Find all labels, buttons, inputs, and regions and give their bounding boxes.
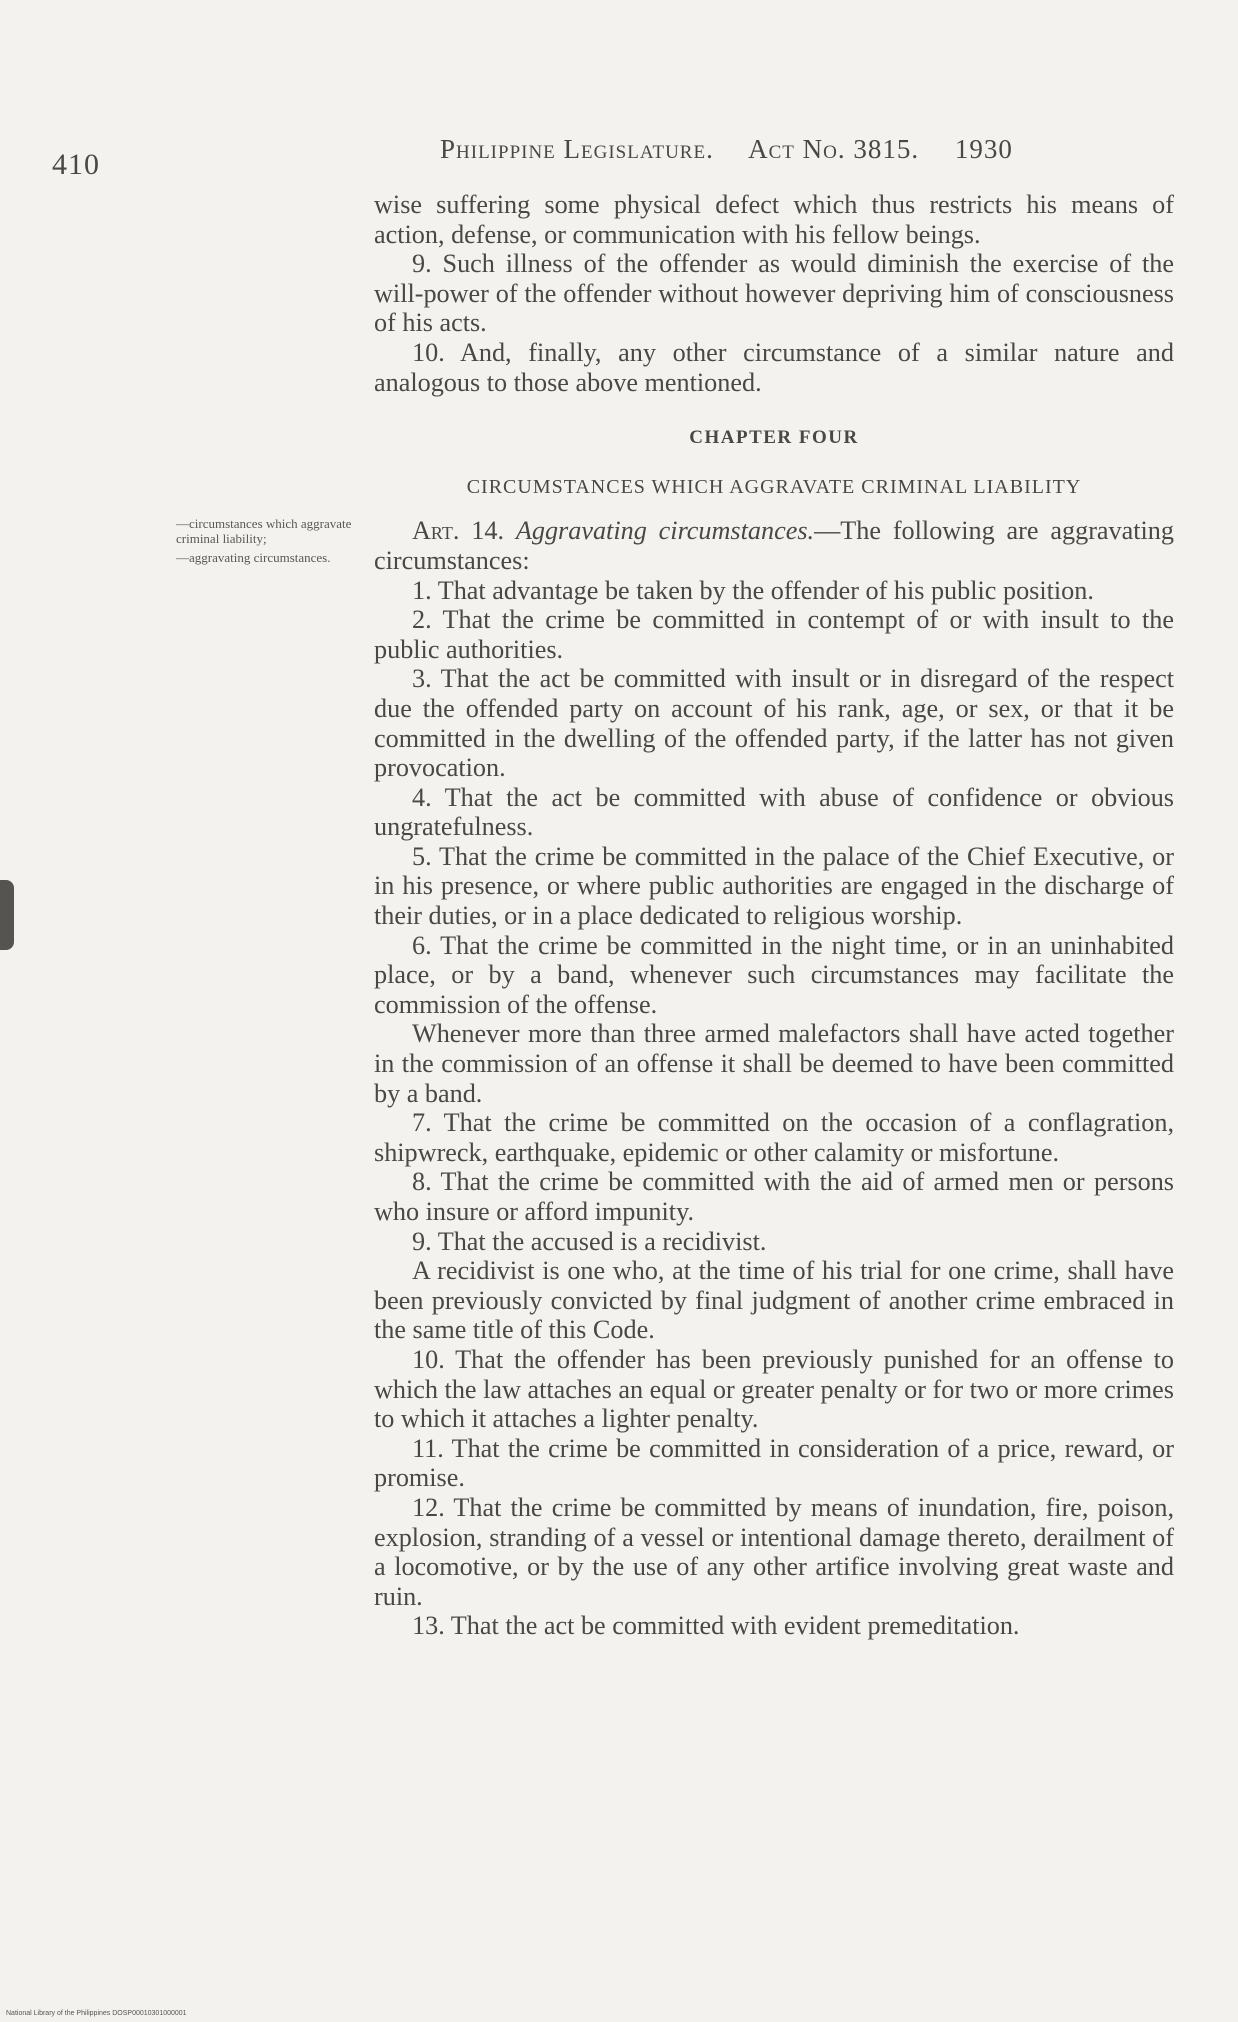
running-head-year: 1930 [954,134,1013,164]
article-heading-paragraph [374,516,1174,575]
paragraph: 5. That the crime be committed in the palace of the Chief Executive, or in his presence, or where public authorities are engaged in the discharge of their duties, or in a place dedicated to religious worship. [374,841,1174,931]
paragraph: 3. That the act be committed with insult or in disregard of the respect due the offended party on account of his rank, age, or sex, or that it be committed in the dwelling of the offended party, if the latter has not given provocation. [374,664,1174,783]
article-heading: Aggravating circumstances. [515,516,815,546]
chapter-title: CHAPTER FOUR [689,427,859,449]
paragraph: Whenever more than three armed malefactors shall have acted together in the commission of an offense it shall be deemed to have been committed by a band. [374,1019,1174,1108]
page-edge-shadow [0,880,14,950]
article-intro: —The following are aggravating circumstances: [374,516,1174,575]
margin-notes [176,516,376,569]
paragraph: 8. That the crime be committed with the aid of armed men or persons who insure or afford impunity. [374,1167,1174,1226]
paragraph: 7. That the crime be committed on the occasion of a conflagration, shipwreck, earthquake, epidemic or other calamity or misfortune. [374,1108,1174,1167]
paragraph: 10. That the offender has been previously punished for an offense to which the law attaches an equal or greater penalty or for two or more crimes to which it attaches a lighter penalty. [374,1344,1174,1434]
main-text [374,190,1174,1641]
margin-note: —aggravating circumstances. [176,550,331,565]
paragraph: 1. That advantage be taken by the offender of his public position. [412,575,1094,605]
paragraph: 6. That the crime be committed in the night time, or in an uninhabited place, or by a band, whenever such circumstances may facilitate the commission of the offense. [374,930,1174,1019]
paragraph: 11. That the crime be committed in consideration of a price, reward, or promise. [374,1433,1174,1493]
running-head-publication: Philippine Legislature. [440,134,714,164]
margin-note: —circumstances which aggravate criminal liability; [176,516,352,546]
paragraph: 4. That the act be committed with abuse of confidence or obvious ungratefulness. [374,782,1174,842]
paragraph: 13. That the act be committed with evident premeditation. [412,1611,1020,1641]
paragraph: 10. And, finally, any other circumstance of a similar nature and analogous to those above mentioned. [374,337,1174,397]
paragraph: 9. Such illness of the offender as would diminish the exercise of the will-power of the offender without however depriving him of consciousness of his acts. [374,249,1174,338]
paragraph: 2. That the crime be committed in contempt of or with insult to the public authorities. [374,605,1174,664]
paragraph: A recidivist is one who, at the time of his trial for one crime, shall have been previously convicted by final judgment of another crime embraced in the same title of this Code. [374,1256,1174,1345]
archive-footer: National Library of the Philippines DOSP00010301000001 [6,2010,187,2017]
continuation-paragraph: wise suffering some physical defect which thus restricts his means of action, defense, or communication with his fellow beings. [374,190,1174,249]
section-title: CIRCUMSTANCES WHICH AGGRAVATE CRIMINAL LIABILITY [466,475,1082,498]
paragraph: 9. That the accused is a recidivist. [412,1226,767,1256]
page-number: 410 [52,148,100,181]
article-label: Art. 14. [412,516,504,546]
running-head-act: Act No. 3815. [748,134,920,164]
running-head [440,134,1150,165]
paragraph: 12. That the crime be committed by means of inundation, fire, poison, explosion, stranding of a vessel or intentional damage thereto, derailment of a locomotive, or by the use of any other artifice involving great waste and ruin. [374,1492,1174,1611]
